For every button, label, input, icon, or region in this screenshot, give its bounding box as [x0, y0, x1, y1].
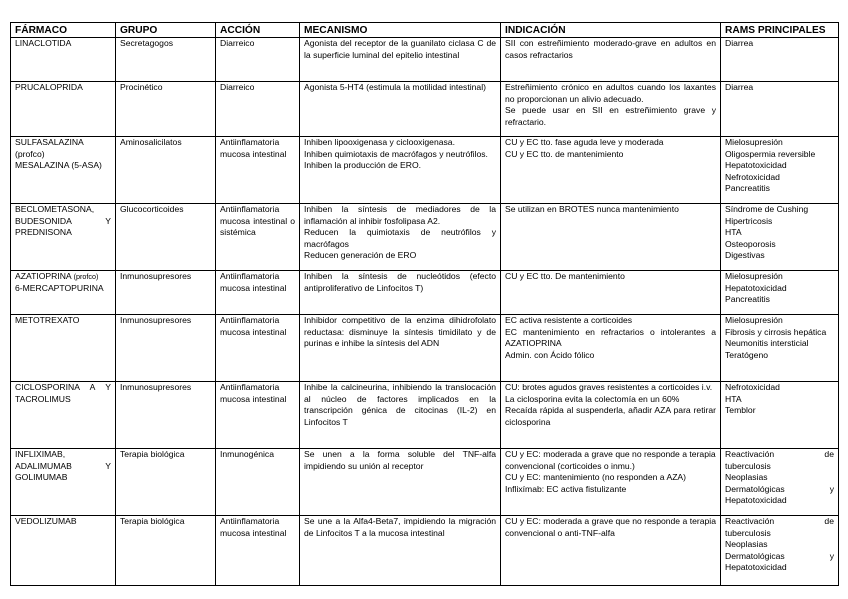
cell-grupo: Terapia biológica [116, 449, 216, 516]
table-row [11, 204, 839, 271]
cell-farmaco: SULFASALAZINA (profco) MESALAZINA (5-ASA) [11, 137, 116, 204]
header-mecanismo: MECANISMO [300, 23, 501, 38]
cell-accion: Antiinflamatoria mucosa intestinal [216, 382, 300, 449]
drug-table [10, 22, 839, 586]
cell-grupo: Aminosalicilatos [116, 137, 216, 204]
cell-mecanismo: Inhiben la síntesis de mediadores de la inflamación al inhibir fosfolipasa A2. Reducen la quimiotaxis de neutrófilos y macrófagos Reducen generación de ERO [300, 204, 501, 271]
cell-rams: Diarrea [721, 82, 839, 137]
cell-indicacion: CU y EC tto. De mantenimiento [501, 271, 721, 315]
cell-farmaco: INFLIXIMAB, ADALIMUMAB Y GOLIMUMAB [11, 449, 116, 516]
table-row [11, 137, 839, 204]
cell-accion: Antiinflamatoria mucosa intestinal o sistémica [216, 204, 300, 271]
cell-mecanismo: Inhibidor competitivo de la enzima dihidrofolato reductasa: disminuye la síntesis timidilato y de purinas e inhibe la síntesis del ADN [300, 315, 501, 382]
cell-accion: Antiinflamatoria mucosa intestinal [216, 315, 300, 382]
cell-rams: Mielosupresión Fibrosis y cirrosis hepática Neumonitis intersticial Teratógeno [721, 315, 839, 382]
cell-indicacion: CU y EC: moderada a grave que no responde a terapia convencional (corticoides o inmu.) CU y EC: mantenimiento (no responden a AZA) Inflixímab: EC activa fistulizante [501, 449, 721, 516]
cell-mecanismo: Se unen a la forma soluble del TNF-alfa impidiendo su unión al receptor [300, 449, 501, 516]
cell-mecanismo: Inhibe la calcineurina, inhibiendo la translocación al núcleo de factores implicados en la transcripción génica de citocinas (IL-2) en Linfocitos T [300, 382, 501, 449]
cell-grupo: Inmunosupresores [116, 271, 216, 315]
cell-indicacion: Se utilizan en BROTES nunca mantenimiento [501, 204, 721, 271]
cell-grupo: Terapia biológica [116, 516, 216, 586]
cell-grupo: Secretagogos [116, 38, 216, 82]
cell-mecanismo: Agonista del receptor de la guanilato ciclasa C de la superficie luminal del epitelio intestinal [300, 38, 501, 82]
cell-accion: Antiinflamatoria mucosa intestinal [216, 516, 300, 586]
cell-accion: Antiinflamatoria mucosa intestinal [216, 137, 300, 204]
cell-farmaco: BECLOMETASONA, BUDESONIDA Y PREDNISONA [11, 204, 116, 271]
cell-indicacion: CU y EC: moderada a grave que no responde a terapia convencional o anti-TNF-alfa [501, 516, 721, 586]
header-farmaco: FÁRMACO [11, 23, 116, 38]
cell-indicacion: SII con estreñimiento moderado-grave en adultos en casos refractarios [501, 38, 721, 82]
cell-accion: Antiinflamatoria mucosa intestinal [216, 271, 300, 315]
cell-grupo: Glucocorticoides [116, 204, 216, 271]
cell-rams: Reactivación de tuberculosis Neoplasias Dermatológicas y Hepatotoxicidad [721, 449, 839, 516]
cell-farmaco: METOTREXATO [11, 315, 116, 382]
cell-accion: Inmunogénica [216, 449, 300, 516]
cell-rams: Mielosupresión Hepatotoxicidad Pancreatitis [721, 271, 839, 315]
cell-indicacion: CU y EC tto. fase aguda leve y moderada CU y EC tto. de mantenimiento [501, 137, 721, 204]
cell-farmaco: AZATIOPRINA (profco) 6-MERCAPTOPURINA [11, 271, 116, 315]
table-row [11, 315, 839, 382]
cell-farmaco: PRUCALOPRIDA [11, 82, 116, 137]
table-row [11, 382, 839, 449]
cell-indicacion: CU: brotes agudos graves resistentes a corticoides i.v. La ciclosporina evita la colectomía en un 60% Recaída rápida al suspenderla, añadir AZA para retirar ciclosporina [501, 382, 721, 449]
header-row [11, 23, 839, 38]
cell-mecanismo: Inhiben la síntesis de nucleótidos (efecto antiproliferativo de Linfocitos T) [300, 271, 501, 315]
cell-farmaco: LINACLOTIDA [11, 38, 116, 82]
cell-farmaco: VEDOLIZUMAB [11, 516, 116, 586]
table-row [11, 82, 839, 137]
cell-rams: Nefrotoxicidad HTA Temblor [721, 382, 839, 449]
table-row [11, 516, 839, 586]
cell-grupo: Inmunosupresores [116, 315, 216, 382]
cell-rams: Mielosupresión Oligospermia reversible Hepatotoxicidad Nefrotoxicidad Pancreatitis [721, 137, 839, 204]
cell-rams: Reactivación de tuberculosis Neoplasias Dermatológicas y Hepatotoxicidad [721, 516, 839, 586]
cell-rams: Síndrome de Cushing Hipertricosis HTA Osteoporosis Digestivas [721, 204, 839, 271]
table-row [11, 449, 839, 516]
header-grupo: GRUPO [116, 23, 216, 38]
cell-accion: Diarreico [216, 82, 300, 137]
cell-grupo: Procinético [116, 82, 216, 137]
header-indicacion: INDICACIÓN [501, 23, 721, 38]
cell-farmaco: CICLOSPORINA A Y TACROLIMUS [11, 382, 116, 449]
table-row [11, 38, 839, 82]
cell-grupo: Inmunosupresores [116, 382, 216, 449]
cell-indicacion: EC activa resistente a corticoides EC mantenimiento en refractarios o intolerantes a AZATIOPRINA Admin. con Ácido fólico [501, 315, 721, 382]
header-accion: ACCIÓN [216, 23, 300, 38]
cell-mecanismo: Inhiben lipooxigenasa y ciclooxigenasa. Inhiben quimiotaxis de macrófagos y neutrófilos. Inhiben la producción de ERO. [300, 137, 501, 204]
header-rams: RAMS PRINCIPALES [721, 23, 839, 38]
cell-mecanismo: Agonista 5-HT4 (estimula la motilidad intestinal) [300, 82, 501, 137]
cell-mecanismo: Se une a la Alfa4-Beta7, impidiendo la migración de Linfocitos T a la mucosa intestinal [300, 516, 501, 586]
table-row [11, 271, 839, 315]
cell-indicacion: Estreñimiento crónico en adultos cuando los laxantes no proporcionan un alivio adecuado. Se puede usar en SII en estreñimiento grave y refractario. [501, 82, 721, 137]
cell-accion: Diarreico [216, 38, 300, 82]
cell-rams: Diarrea [721, 38, 839, 82]
drug-table-page [10, 22, 838, 586]
